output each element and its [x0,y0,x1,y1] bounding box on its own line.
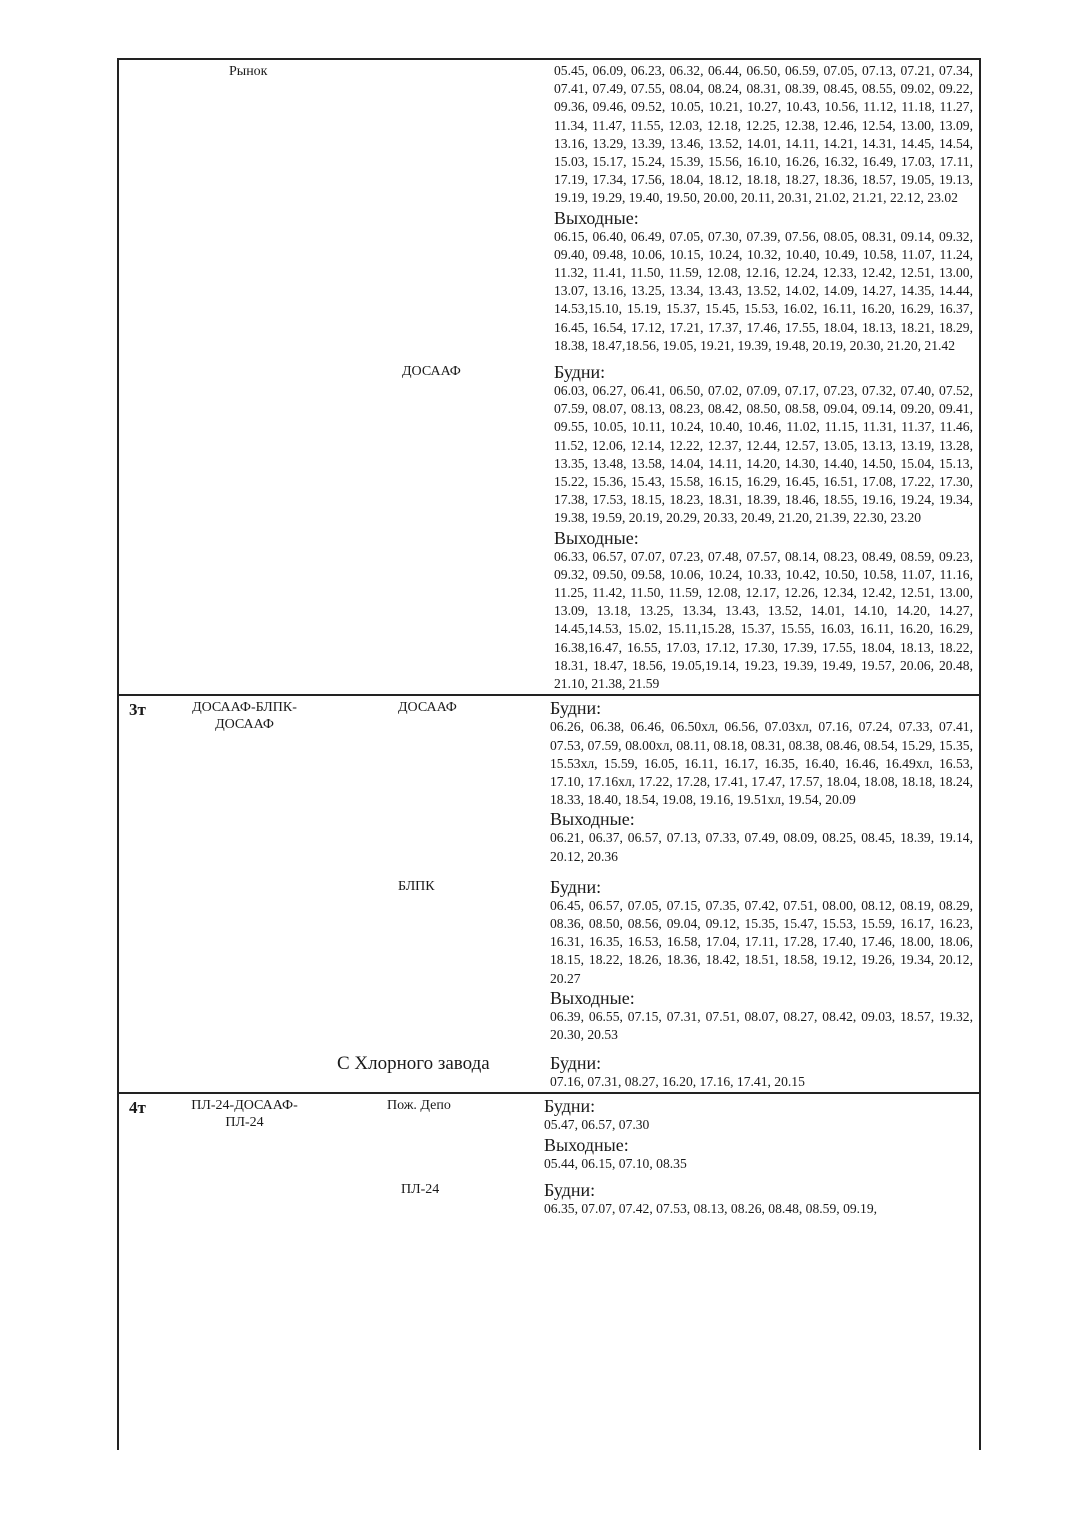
route-row [119,694,979,1092]
schedule-group-label: Будни: [554,362,606,383]
schedule-group-label: Будни: [550,876,602,897]
stop-name: Пож. Депо [387,1098,451,1114]
stop-times [554,360,979,694]
stop-name: ДОСААФ [402,364,461,380]
route-row [119,60,979,694]
departure-times: 06.21, 06.37, 06.57, 07.13, 07.33, 07.49, 08.09, 08.25, 08.45, 18.39, 19.14, 20.12, 20.36 [550,830,973,864]
departure-times: 06.26, 06.38, 06.46, 06.50хл, 06.56, 07.03хл, 07.16, 07.24, 07.33, 07.41, 07.53, 07.59, 08.00хл, 08.11, 08.18, 08.31, 08.38, 08.46, 08.54, 15.29, 15.35, 15.53хл, 15.59, 16.05, 16.11, 16.17, 16.35, 16.40, 16.46, 16.49хл, 16.53, 17.10, 17.16хл, 17.22, 17.28, 17.41, 17.47, 17.57, 18.04, 18.08, 18.18, 18.24, 18.33, 18.40, 18.54, 19.08, 19.16, 19.51хл, 19.54, 20.09 [550,719,973,808]
stop-block [119,1178,979,1219]
departure-times: 06.35, 07.07, 07.42, 07.53, 08.13, 08.26, 08.48, 08.59, 09.19, [544,1200,878,1216]
route-number: 4т [129,1098,146,1118]
route-number: 3т [129,700,146,720]
stop-times [550,875,979,1045]
schedule-group-label: Выходные: [554,527,639,548]
schedule-group-label: Будни: [544,1096,596,1117]
schedule-group-label: Будни: [544,1179,596,1200]
schedule-group-label: Выходные: [544,1134,629,1155]
schedule-group-label: Будни: [550,1053,602,1074]
departure-times: 06.45, 06.57, 07.05, 07.15, 07.35, 07.42, 07.51, 08.00, 08.12, 08.19, 08.29, 08.36, 08.50, 08.56, 09.04, 09.12, 15.35, 15.47, 15.53, 15.59, 16.17, 16.23, 16.31, 16.35, 16.53, 16.58, 17.04, 17.11, 17.28, 17.40, 17.46, 18.00, 18.06, 18.15, 18.22, 18.26, 18.36, 18.42, 18.51, 18.58, 19.12, 19.26, 19.34, 20.12, 20.27 [550,897,973,986]
departure-times: 05.45, 06.09, 06.23, 06.32, 06.44, 06.50, 06.59, 07.05, 07.13, 07.21, 07.34, 07.41, 07.49, 07.55, 08.04, 08.24, 08.31, 08.39, 08.45, 08.55, 09.02, 09.22, 09.36, 09.46, 09.52, 10.05, 10.21, 10.27, 10.43, 10.56, 11.12, 11.18, 11.27, 11.34, 11.47, 11.55, 12.03, 12.18, 12.25, 12.38, 12.46, 12.54, 13.00, 13.09, 13.16, 13.29, 13.39, 13.46, 13.52, 14.01, 14.11, 14.21, 14.31, 14.45, 14.54, 15.03, 15.17, 15.24, 15.39, 15.56, 16.10, 16.26, 16.32, 16.49, 17.03, 17.11, 17.19, 17.34, 17.56, 18.04, 18.12, 18.18, 18.27, 18.36, 18.57, 19.05, 19.13, 19.19, 19.29, 19.40, 19.50, 20.00, 20.11, 20.31, 21.02, 21.21, 22.12, 23.02 [554,63,973,206]
stop-name: ДОСААФ [398,700,457,716]
departure-times: 06.15, 06.40, 06.49, 07.05, 07.30, 07.39, 07.56, 08.05, 08.31, 09.14, 09.32, 09.40, 09.48, 10.06, 10.15, 10.24, 10.32, 10.40, 10.49, 10.58, 11.07, 11.24, 11.32, 11.41, 11.50, 11.59, 12.08, 12.16, 12.24, 12.33, 12.42, 12.51, 13.00, 13.07, 13.16, 13.25, 13.34, 13.43, 13.52, 14.02, 14.09, 14.27, 14.35, 14.44, 14.53,15.10, 15.19, 15.37, 15.45, 15.53, 16.02, 16.11, 16.20, 16.29, 16.37, 16.45, 16.54, 17.12, 17.21, 17.37, 17.46, 17.55, 18.04, 18.13, 18.21, 18.29, 18.38, 18.47,18.56, 19.05, 19.21, 19.39, 19.48, 20.19, 20.30, 21.20, 21.42 [554,228,973,353]
stop-times [544,1178,979,1219]
departure-times: 06.39, 06.55, 07.15, 07.31, 07.51, 08.07, 08.27, 08.42, 09.03, 18.57, 19.32, 20.30, 20.53 [550,1008,973,1042]
route-row [119,1092,979,1219]
stop-block [119,60,979,356]
schedule-group-label: Выходные: [550,987,635,1008]
departure-times: 06.33, 06.57, 07.07, 07.23, 07.48, 07.57, 08.14, 08.23, 08.49, 08.59, 09.23, 09.32, 09.50, 09.58, 10.06, 10.24, 10.33, 10.42, 10.50, 10.58, 11.07, 11.16, 11.25, 11.42, 11.50, 11.59, 12.08, 12.17, 12.26, 12.34, 12.42, 12.51, 13.00, 13.09, 13.18, 13.25, 13.34, 13.43, 13.52, 14.01, 14.10, 14.20, 14.27, 14.45,14.53, 15.02, 15.11,15.28, 15.37, 15.55, 16.03, 16.11, 16.20, 16.29, 16.38,16.47, 16.55, 17.03, 17.12, 17.30, 17.39, 17.55, 18.04, 18.13, 18.22, 18.31, 18.47, 18.56, 19.05,19.14, 19.23, 19.39, 19.49, 19.57, 20.06, 20.48, 21.10, 21.38, 21.59 [554,548,973,692]
stop-name: БЛПК [398,878,435,894]
route-name: ДОСААФ-БЛПК-ДОСААФ [192,700,297,733]
stop-block [119,360,979,694]
route-name: ПЛ-24-ДОСААФ-ПЛ-24 [191,1098,298,1131]
routes-container [119,60,979,1219]
stop-times [544,1094,979,1173]
stop-block [119,1051,979,1092]
schedule-table [117,58,981,1450]
schedule-group-label: Выходные: [550,809,635,830]
stop-name: ПЛ-24 [401,1181,440,1197]
departure-times: 06.03, 06.27, 06.41, 06.50, 07.02, 07.09, 07.17, 07.23, 07.32, 07.40, 07.52, 07.59, 08.07, 08.13, 08.23, 08.42, 08.50, 08.58, 09.04, 09.14, 09.20, 09.41, 09.55, 10.05, 10.11, 10.24, 10.40, 10.46, 11.02, 11.15, 11.31, 11.37, 11.46, 11.52, 12.06, 12.14, 12.22, 12.37, 12.44, 12.57, 13.05, 13.13, 13.19, 13.28, 13.35, 13.48, 13.58, 14.04, 14.11, 14.20, 14.30, 14.40, 14.50, 15.04, 15.13, 15.22, 15.36, 15.43, 15.58, 16.15, 16.29, 16.45, 16.51, 17.08, 17.22, 17.30, 17.38, 17.53, 18.15, 18.23, 18.31, 18.39, 18.46, 18.55, 19.16, 19.24, 19.34, 19.38, 19.59, 20.19, 20.29, 20.33, 20.49, 21.20, 21.39, 22.30, 23.20 [554,383,973,526]
departure-times: 05.47, 06.57, 07.30 [544,1117,650,1133]
stop-times [554,60,979,356]
stop-times [550,1051,979,1092]
departure-times: 07.16, 07.31, 08.27, 16.20, 17.16, 17.41, 20.15 [550,1074,805,1090]
schedule-group-label: Будни: [550,698,602,719]
departure-times: 05.44, 06.15, 07.10, 08.35 [544,1155,687,1171]
schedule-group-label: Выходные: [554,207,639,228]
stop-name: С Хлорного завода [337,1053,490,1075]
stop-block [119,875,979,1045]
stop-name: Рынок [229,64,268,79]
stop-times [550,696,979,866]
